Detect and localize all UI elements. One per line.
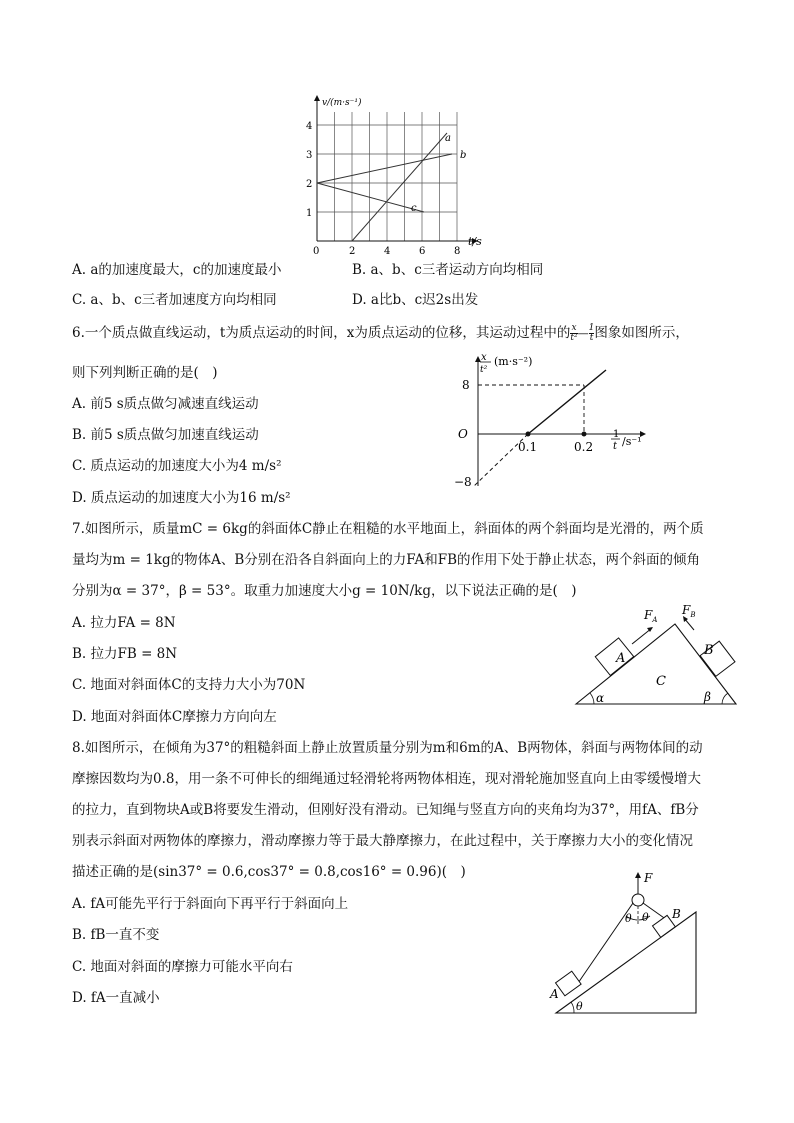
x-tick-2: 2 [349,246,356,257]
q8-stem-line5: 描述正确的是(sin37° = 0.6,cos37° = 0.8,cos16° = 0.96)( ) [72,864,466,880]
x-tick-4: 4 [384,246,391,257]
y-axis-label: v/(m·s⁻¹) [322,98,362,108]
q5-option-a[interactable]: A. a的加速度最大，c的加速度最小 [72,262,282,278]
q6-option-d[interactable]: D. 质点运动的加速度大小为16 m/s² [72,490,291,506]
line-b [317,154,452,183]
q8-label-a: A [550,987,559,1001]
q6-option-b[interactable]: B. 前5 s质点做匀加速直线运动 [72,427,259,443]
q7-label-beta: β [704,690,711,704]
q7-stem-line1: 7.如图所示，质量mC = 6kg的斜面体C静止在粗糙的水平地面上，斜面体的两个斜面均是光滑的，两个质 [72,521,704,537]
q6-stem-frac: $\frac{x}{\text{t²}}$ [570,323,578,343]
q8-option-c[interactable]: C. 地面对斜面的摩擦力可能水平向右 [72,959,293,975]
q6-graph [450,348,670,496]
q8-figure [540,862,710,1018]
q6-stem-line2: 则下列判断正确的是( ) [72,365,218,381]
q7-stem-line3: 分别为α = 37°，β = 53°。取重力加速度大小g = 10N/kg，以下说法正确的是( ) [72,583,577,599]
q7-stem-line2: 量均为m = 1kg的物体A、B分别在沿各自斜面向上的力FA和FB的作用下处于静止状态，两个斜面的倾角 [72,552,701,568]
q8-stem-line2: 摩擦因数均为0.8，用一条不可伸长的细绳通过轻滑轮将两物体相连，现对滑轮施加竖直向上由零缓慢增大 [72,771,701,787]
q8-stem-line4: 别表示斜面对两物体的摩擦力，滑动摩擦力等于最大静摩擦力，在此过程中，关于摩擦力大小的变化情况 [72,833,693,849]
q6-x-label-den: t [613,441,618,452]
q7-label-fb: $F_B$ [682,603,696,619]
q5-vt-chart [300,92,500,257]
q7-label-c: C [656,674,666,689]
y-tick-2: 2 [306,179,313,190]
q5-option-b[interactable]: B. a、b、c三者运动方向均相同 [352,262,544,278]
q7-figure [570,600,742,710]
y-tick-3: 3 [306,150,313,161]
q8-label-theta-right: θ [642,911,649,924]
q5-option-c[interactable]: C. a、b、c三者加速度方向均相同 [72,292,277,308]
q6-y-label-num: x [481,352,487,363]
x-tick-8: 8 [454,246,461,257]
q7-label-fa: $F_A$ [644,608,658,624]
q8-option-d[interactable]: D. fA一直减小 [72,990,160,1006]
q8-label-theta-left: θ [625,912,632,925]
q5-option-d[interactable]: D. a比b、c迟2s出发 [352,292,479,308]
q8-label-b: B [672,907,681,921]
q6-option-c[interactable]: C. 质点运动的加速度大小为4 m/s² [72,458,282,474]
q6-solid-line [528,370,606,434]
q6-stem-line1: 6.一个质点做直线运动，t为质点运动的时间，x为质点运动的位移，其运动过程中的 $\frac{x}{\text{t²}}$ — $\frac{1}{t}$ 图象如图所示， [72,323,689,343]
q6-y-label-den: t² [480,365,488,375]
q7-block-a [595,638,633,676]
q6-x-tick-01: 0.1 [518,440,538,454]
q6-option-a[interactable]: A. 前5 s质点做匀减速直线运动 [72,396,259,412]
q6-x-tick-02: 0.2 [574,440,594,454]
y-tick-1: 1 [306,208,313,219]
q6-origin: O [458,427,468,441]
q7-option-d[interactable]: D. 地面对斜面体C摩擦力方向向左 [72,709,277,725]
x-axis-label: t/s [468,235,482,248]
q8-label-f: F [644,871,653,885]
q8-pulley [632,894,644,906]
q6-x-label-num: 1 [613,429,620,440]
q8-option-b[interactable]: B. fB一直不变 [72,927,160,943]
q8-stem-line3: 的拉力，直到物块A或B将要发生滑动，但刚好没有滑动。已知绳与竖直方向的夹角均为37°，用fA、fB分 [72,802,699,818]
q6-stem-text: 6.一个质点做直线运动，t为质点运动的时间，x为质点运动的位移，其运动过程中的 [72,325,571,341]
q7-label-b: B [704,643,714,658]
q7-option-a[interactable]: A. 拉力FA = 8N [72,615,176,631]
q6-y-tick-8: 8 [462,378,470,392]
q7-label-alpha: α [596,691,605,705]
q7-option-c[interactable]: C. 地面对斜面体C的支持力大小为70N [72,677,306,693]
line-b-label: b [460,150,467,161]
line-c-label: c [411,203,417,214]
y-tick-4: 4 [306,121,313,132]
line-a [352,133,447,241]
line-c [317,183,424,212]
q6-y-label-unit: (m·s⁻²) [494,355,533,368]
x-tick-6: 6 [419,246,426,257]
q6-y-tick-neg8: −8 [454,475,472,489]
q8-label-theta-base: θ [576,1000,583,1013]
line-a-label: a [445,133,451,144]
q7-label-a: A [616,651,626,666]
q7-option-b[interactable]: B. 拉力FB = 8N [72,646,178,662]
q6-stem-frac2: $\frac{1}{t}$ [588,323,595,343]
q8-option-a[interactable]: A. fA可能先平行于斜面向下再平行于斜面向上 [72,896,349,912]
q8-block-a [556,971,582,996]
q6-x-label-unit: /s⁻¹ [622,435,642,448]
x-tick-0: 0 [313,246,320,257]
q8-stem-line1: 8.如图所示，在倾角为37°的粗糙斜面上静止放置质量分别为m和6m的A、B两物体，斜面与两物体间的动 [72,740,703,756]
